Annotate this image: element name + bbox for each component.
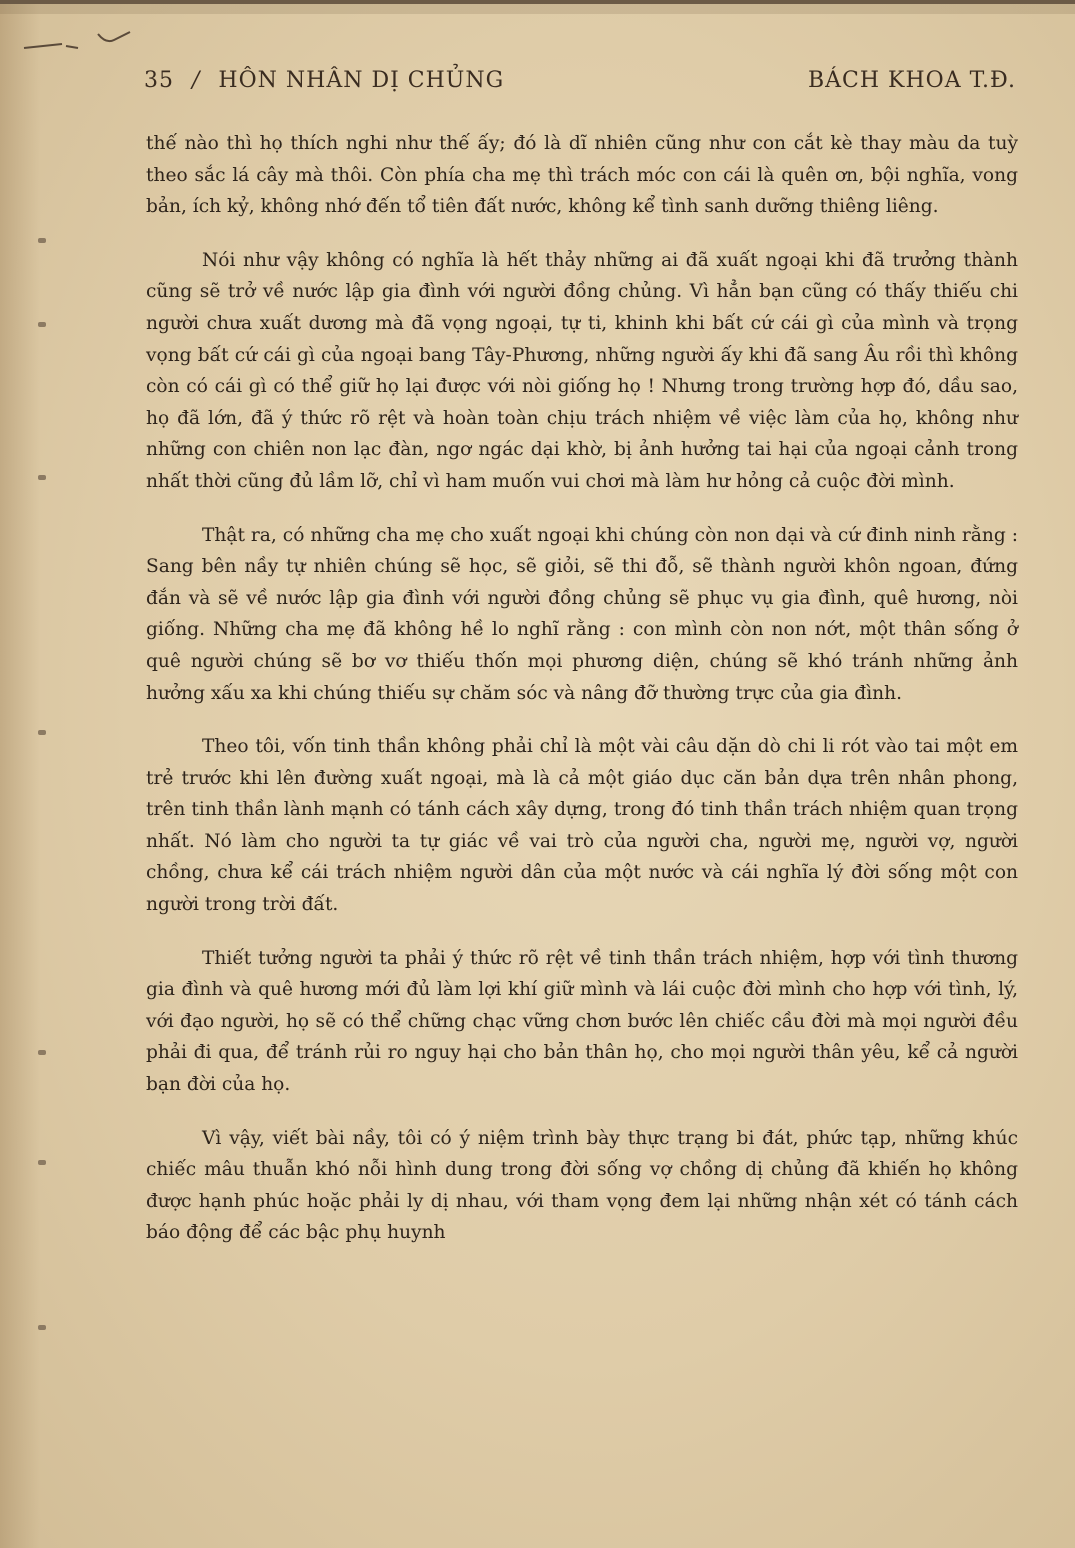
margin-speck — [38, 322, 46, 327]
header-separator: / — [192, 68, 201, 93]
header-left — [144, 68, 504, 93]
margin-speck — [38, 238, 46, 243]
margin-speck — [38, 475, 46, 480]
margin-speck — [38, 1050, 46, 1055]
article-body — [146, 128, 1018, 1271]
paragraph: Vì vậy, viết bài nầy, tôi có ý niệm trình bày thực trạng bi đát, phức tạp, những khúc chiếc mâu thuẫn khó nỗi hình dung trong đời sống vợ chồng dị chủng đã khiến họ không được hạnh phúc hoặc phải ly dị nhau, với tham vọng đem lại những nhận xét có tánh cách báo động để các bậc phụ huynh — [146, 1127, 1018, 1244]
page-number: 35 — [144, 68, 174, 93]
margin-speck — [38, 730, 46, 735]
top-border-rule — [0, 0, 1075, 14]
chapter-title: HÔN NHÂN DỊ CHỦNG — [218, 68, 505, 93]
paragraph: Thật ra, có những cha mẹ cho xuất ngoại khi chúng còn non dại và cứ đinh ninh rằng : Sang bên nầy tự nhiên chúng sẽ học, sẽ giỏi, sẽ thi đỗ, sẽ thành người khôn ngoan, đứng đắn và sẽ về nước lập gia đình với người đồng chủng sẽ phục vụ gia đình, quê hương, nòi giống. Những cha mẹ đã không hề lo nghĩ rằng : con mình còn non nớt, một thân sống ở quê người chúng sẽ bơ vơ thiếu thốn mọi phương diện, chúng sẽ khó tránh những ảnh hưởng xấu xa khi chúng thiếu sự chăm sóc và nâng đỡ thường trực của gia đình. — [146, 524, 1018, 704]
page-edge-shadow — [0, 0, 40, 1548]
paragraph: Thiết tưởng người ta phải ý thức rõ rệt về tinh thần trách nhiệm, hợp với tình thương gia đình và quê hương mới đủ làm lợi khí giữ mình và lái cuộc đời mình cho hợp với tình, lý, với đạo người, họ sẽ có thể chững chạc vững chơn bước lên chiếc cầu đời mà mọi người đều phải đi qua, để tránh rủi ro nguy hại cho bản thân họ, cho mọi người thân yêu, kể cả người bạn đời của họ. — [146, 947, 1018, 1096]
pen-mark-icon — [22, 30, 142, 60]
paragraph: Theo tôi, vốn tinh thần không phải chỉ là một vài câu dặn dò chi li rót vào tai một em trẻ trước khi lên đường xuất ngoại, mà là cả một giáo dục căn bản dựa trên nhân phong, trên tinh thần lành mạnh có tánh cách xây dựng, trong đó tinh thần trách nhiệm quan trọng nhất. Nó làm cho người ta tự giác về vai trò của người cha, người mẹ, người vợ, người chồng, chưa kể cái trách nhiệm người dân của một nước và cái nghĩa lý đời sống một con người trong trời đất. — [146, 736, 1018, 916]
paragraph: thế nào thì họ thích nghi như thế ấy; đó là dĩ nhiên cũng như con cắt kè thay màu da tuỳ theo sắc lá cây mà thôi. Còn phía cha mẹ thì trách móc con cái là quên ơn, bội nghĩa, vong bản, ích kỷ, không nhớ đến tổ tiên đất nước, không kể tình sanh dưỡng thiêng liêng. — [146, 133, 1018, 218]
running-header — [144, 68, 1016, 108]
margin-speck — [38, 1325, 46, 1330]
margin-speck — [38, 1160, 46, 1165]
publication-name: BÁCH KHOA T.Đ. — [807, 68, 1016, 93]
paragraph: Nói như vậy không có nghĩa là hết thảy những ai đã xuất ngoại khi đã trưởng thành cũng sẽ trở về nước lập gia đình với người đồng chủng. Vì hẳn bạn cũng có thấy thiếu chi người chưa xuất dương mà đã vọng ngoại, tự ti, khinh khi bất cứ cái gì của mình và trọng vọng bất cứ cái gì của ngoại bang Tây-Phương, những người ấy khi đã sang Âu rồi thì không còn có cái gì có thể giữ họ lại được với nòi giống họ ! Nhưng trong trường hợp đó, dầu sao, họ đã lớn, đã ý thức rõ rệt và hoàn toàn chịu trách nhiệm về việc làm của họ, không như những con chiên non lạc đàn, ngơ ngác dại khờ, bị ảnh hưởng tai hại của ngoại cảnh trong nhất thời cũng đủ lầm lỡ, chỉ vì ham muốn vui chơi mà làm hư hỏng cả cuộc đời mình. — [146, 249, 1018, 492]
